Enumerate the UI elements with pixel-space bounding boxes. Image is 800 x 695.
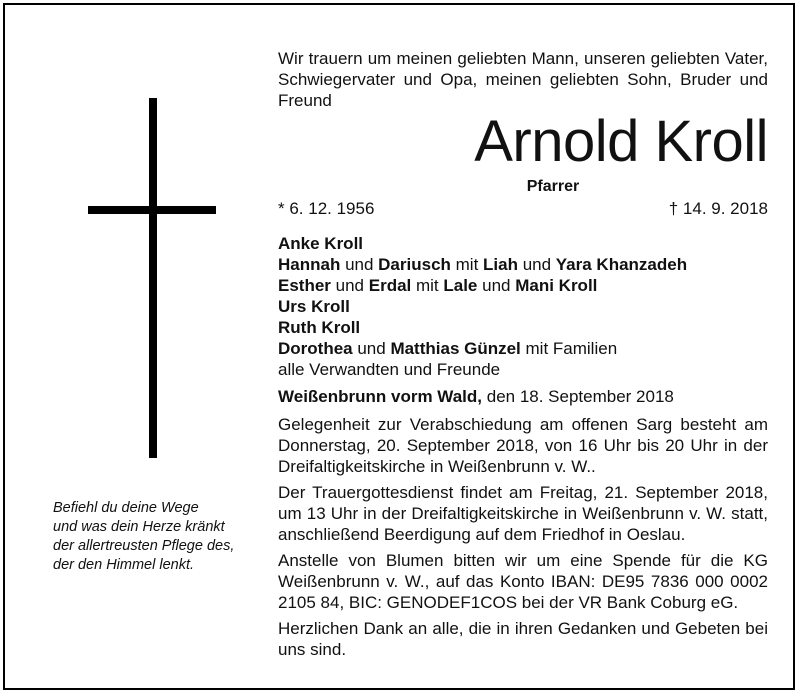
service-paragraph: Der Trauergottesdienst findet am Freitag, 21. September 2018, um 13 Uhr in der Dreifaltigkeitskirche in Weißenbrunn v. W. statt, anschließend Beerdigung auf dem Friedhof in Oeslau. [278,483,768,544]
mourner-name: Lale [443,276,478,295]
mourner-name: Matthias Günzel [390,339,521,358]
mourner-name: Mani Kroll [515,276,598,295]
connector-text: und [340,255,379,274]
connector-text: und [517,255,556,274]
obituary-card [3,3,795,690]
mourner-name: Dariusch [378,255,451,274]
mourner-name: Erdal [368,276,412,295]
mourner-line [278,296,768,317]
mourner-line [278,275,768,296]
connector-text: mit Familien [520,339,618,358]
mourner-name: Yara Khanzadeh [555,255,688,274]
connector-text: und [477,276,516,295]
connector-text: und [330,276,369,295]
thanks-paragraph: Herzlichen Dank an alle, die in ihren Gedanken und Gebeten bei uns sind. [278,619,768,659]
verse-line: der allertreusten Pflege des, [53,538,235,554]
mourner-name: Liah [483,255,518,274]
mourner-name: Ruth Kroll [278,318,361,337]
donation-paragraph: Anstelle von Blumen bitten wir um eine Spende für die KG Weißenbrunn v. W., auf das Konto IBAN: DE95 7836 000 0002 2105 84, BIC: GENODEF1COS bei der VR Bank Coburg eG. [278,551,768,612]
mourners-list [278,233,768,380]
mourner-name: Esther [278,276,331,295]
verse-line: und was dein Herze kränkt [53,519,225,535]
mourner-name: Dorothea [278,339,353,358]
connector-text: alle Verwandten und Freunde [278,360,501,379]
verse-line: der den Himmel lenkt. [53,557,195,573]
intro-text: Wir trauern um meinen geliebten Mann, unseren geliebten Vater, Schwiegervater und Opa, meinen geliebten Sohn, Bruder und Freund [278,49,768,110]
place: Weißenbrunn vorm Wald, [278,387,483,406]
place-date-line [278,386,768,407]
death-date: † 14. 9. 2018 [668,199,768,218]
deceased-title: Pfarrer [526,178,580,195]
mourner-line [278,233,768,254]
connector-text: mit [450,255,484,274]
viewing-paragraph: Gelegenheit zur Verabschiedung am offenen Sarg besteht am Donnerstag, 20. September 2018, von 16 Uhr bis 20 Uhr in der Dreifaltigkeitskirche in Weißenbrunn v. W.. [278,415,768,476]
mourner-line [278,317,768,338]
connector-text: und [352,339,391,358]
hymn-verse [53,499,263,575]
cross-icon-bar [88,206,216,214]
birth-date: * 6. 12. 1956 [278,199,375,218]
cross-icon [149,98,157,458]
mourner-name: Urs Kroll [278,297,350,316]
verse-line: Befiehl du deine Wege [53,500,199,516]
mourner-name: Hannah [278,255,341,274]
details [278,414,768,665]
connector-text: mit [411,276,444,295]
date: den 18. September 2018 [482,387,674,406]
mourner-line [278,359,768,380]
deceased-name: Arnold Kroll [474,109,768,174]
mourner-line [278,338,768,359]
mourner-line [278,254,768,275]
mourner-name: Anke Kroll [278,234,364,253]
life-dates [278,198,768,219]
